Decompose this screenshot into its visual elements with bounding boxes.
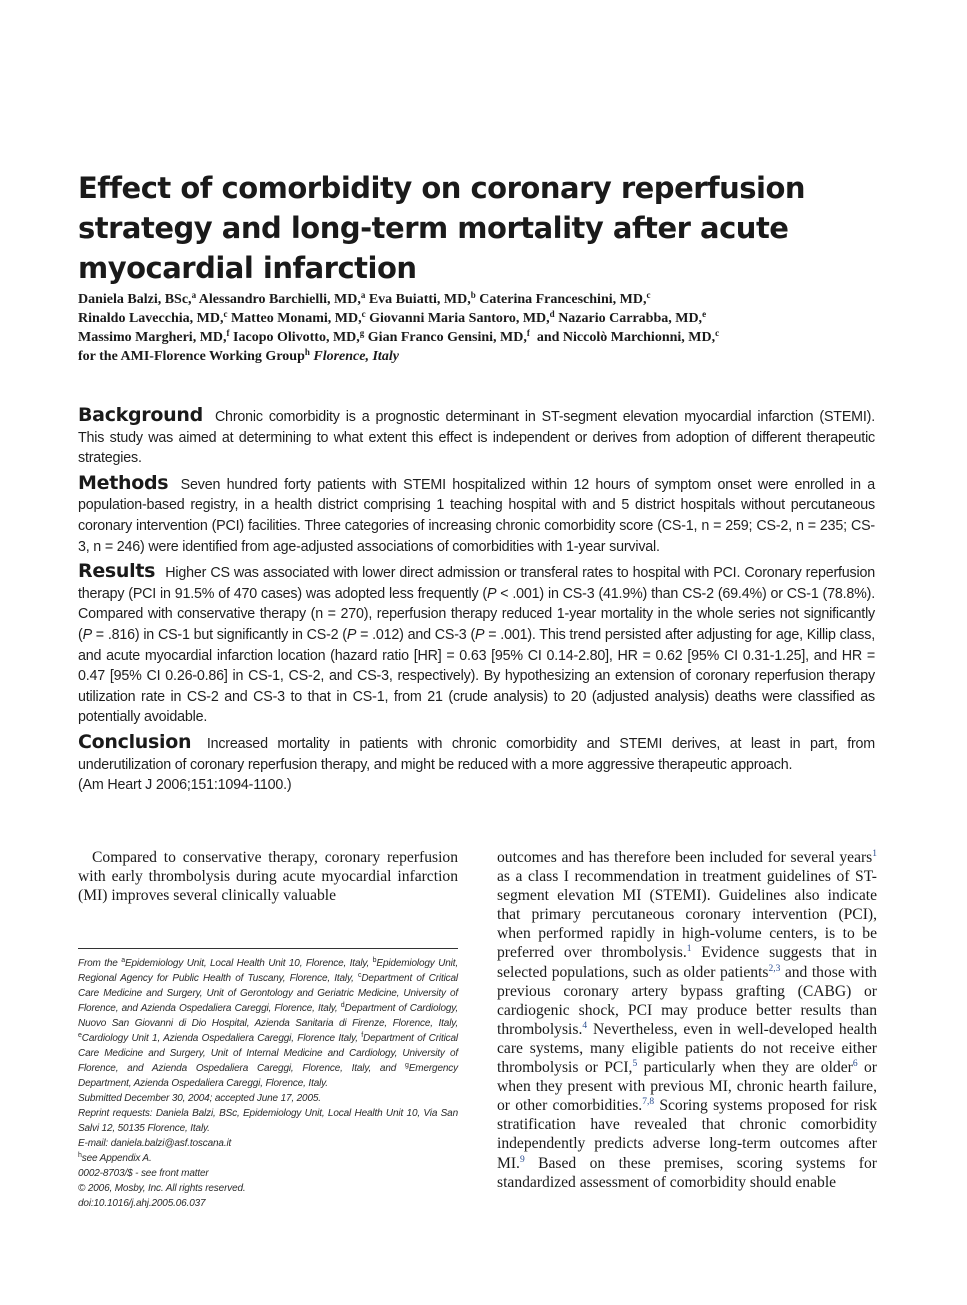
affiliations [78, 956, 458, 1091]
appendix-text: see Appendix A. [81, 1153, 152, 1164]
affiliation-mark: b [470, 290, 476, 300]
email-contact[interactable]: E-mail: daniela.balzi@asf.toscana.it [78, 1138, 232, 1149]
reprint-requests: Reprint requests: Daniela Balzi, BSc, Epidemiology Unit, Local Health Unit 10, Via San Salvi 12, 50135 Florence, Italy. [78, 1108, 458, 1134]
affiliation-mark: b [372, 957, 377, 964]
section-heading: Methods [78, 471, 169, 494]
abstract-methods [78, 473, 875, 557]
reference-link[interactable]: 1 [872, 849, 877, 859]
appendix-note [78, 1151, 458, 1166]
author-location: Florence, Italy [313, 349, 399, 364]
body-text: Evidence suggests that in selected populations, such as older patients [497, 944, 877, 981]
section-text: = .001). This trend persisted after adjusting for age, Killip class, and acute myocardial infarction location (hazard ratio [HR] = 0.63 [95% CI 0.14-2.80], HR = 0.62 [95% CI 0.31-1.25], and HR = 0.47 [95% CI 0.26-0.86] in CS-1, CS-2, and CS-3, respectively). By hypothesizing an extension of coronary reperfusion therapy utilization rate in CS-2 and CS-3 to that in CS-1, from 21 (crude analysis) to 20 (adjusted analysis) deaths were classified as potentially avoidable. [78, 626, 875, 726]
section-text: = .012) and CS-3 ( [356, 626, 476, 643]
author: Eva Buiatti, MD, [368, 292, 471, 307]
reference-link[interactable]: 6 [852, 1059, 858, 1070]
affiliation-mark: c [357, 972, 362, 979]
issn: 0002-8703/$ - see front matter [78, 1168, 209, 1179]
affiliation-mark: g [405, 1062, 409, 1069]
affiliation-mark: h [78, 1152, 82, 1159]
affiliation-mark: d [340, 1002, 345, 1009]
body-text: and those with previous coronary artery bypass grafting (CABG) or cardiogenic shock, PCI may produce better results than thrombolysis. [497, 963, 877, 1038]
doi[interactable]: doi:10.1016/j.ahj.2005.06.037 [78, 1198, 206, 1209]
affiliation-text: Department of Critical Care Medicine and Surgery, Unit of Internal Medicine and Cardiology, University of Florence, and Azienda Ospedaliera Careggi, Florence, Italy, and [78, 1033, 458, 1074]
author: Iacopo Olivotto, MD, [233, 330, 360, 345]
abstract-background [78, 405, 875, 469]
section-text: Increased mortality in patients with chronic comorbidity and STEMI derives, at least in part, from underutilization of coronary reperfusion therapy, and might be reduced with a more aggressive therapeutic approach. [78, 735, 875, 773]
affiliation-mark: c [223, 309, 228, 319]
footnotes [78, 956, 458, 1211]
affiliation-mark: g [359, 328, 365, 338]
author: Giovanni Maria Santoro, MD, [369, 311, 550, 326]
affiliation-text: Department of Cardiology, Nuovo San Giovanni di Dio Hospital, Azienda Sanitaria di Firenze, Florence, Italy, [78, 1003, 459, 1029]
abstract-results [78, 561, 875, 728]
article-title: Effect of comorbidity on coronary reperfusion strategy and long-term mortality after acute myocardial infarction [78, 171, 806, 285]
affiliation-text: Epidemiology Unit, Regional Agency for Public Health of Tuscany, Florence, Italy, [78, 958, 458, 984]
section-text: < .001) in CS-3 (41.9%) than CS-2 (69.4%) or CS-1 (78.8%). Compared with conservative therapy (n = 270), reperfusion therapy reduced 1-year mortality in the whole series not significantly ( [78, 585, 875, 643]
affiliation-text: Cardiology Unit 1, Azienda Ospedaliera Careggi, Florence Italy, [81, 1033, 362, 1044]
footnote-divider [78, 948, 458, 949]
affiliation-mark: a [121, 957, 125, 964]
affiliation-mark: e [78, 1032, 82, 1039]
author: Nazario Carrabba, MD, [558, 311, 703, 326]
body-text: as a class I recommendation in treatment guidelines of ST-segment elevation MI (STEMI). Guidelines also indicate that primary percutaneous coronary intervention (PCI), when performed rapidly in high-volume centers, is to be preferred over thrombolysis. [497, 868, 877, 962]
affiliation-mark: f [226, 328, 230, 338]
section-text: = .816) in CS-1 but significantly in CS-2 ( [91, 626, 347, 643]
section-heading: Conclusion [78, 730, 192, 753]
reference-link[interactable]: 5 [632, 1059, 638, 1070]
reference-link[interactable]: 7,8 [642, 1097, 655, 1108]
abstract-conclusion [78, 732, 875, 796]
author: Daniela Balzi, BSc, [78, 292, 192, 307]
body-text: Scoring systems proposed for risk stratification have revealed that chronic comorbidity independently predicts adverse long-term outcomes after MI. [497, 1097, 877, 1172]
abstract [78, 405, 875, 800]
author: Alessandro Barchielli, MD, [198, 292, 361, 307]
author: Massimo Margheri, MD, [78, 330, 227, 345]
author: Matteo Monami, MD, [230, 311, 362, 326]
body-text: outcomes and has therefore been included for several years [497, 849, 873, 866]
affiliation-mark: c [646, 290, 651, 300]
author-list [78, 290, 878, 366]
affiliation-mark: h [304, 347, 310, 357]
affiliation-prefix: From the [78, 958, 122, 969]
reference-link[interactable]: 4 [582, 1020, 588, 1031]
affiliation-mark: c [715, 328, 720, 338]
affiliation-mark: f [361, 1032, 364, 1039]
working-group: for the AMI-Florence Working Group [78, 349, 305, 364]
reference-link[interactable]: 9 [519, 1154, 525, 1165]
submission-dates: Submitted December 30, 2004; accepted June 17, 2005. [78, 1093, 321, 1104]
section-text: Higher CS was associated with lower direct admission or transferal rates to hospital with PCI. Coronary reperfusion therapy (PCI in 91.5% of 470 cases) was adopted less frequently ( [78, 565, 875, 602]
affiliation-text: Emergency Department, Azienda Ospedaliera Careggi, Florence, Italy. [78, 1063, 458, 1089]
body-text: Nevertheless, even in well-developed health care systems, many eligible patients do not receive either thrombolysis or PCI, [497, 1020, 877, 1077]
p-value-symbol: P [346, 626, 357, 643]
author: Rinaldo Lavecchia, MD, [78, 311, 224, 326]
copyright: © 2006, Mosby, Inc. All rights reserved. [78, 1183, 246, 1194]
p-value-symbol: P [486, 585, 497, 602]
affiliation-text: Department of Critical Care Medicine and Surgery, Unit of Gerontology and Geriatric Medicine, University of Florence, and Azienda Ospedaliera Careggi, Florence, Italy, [78, 973, 459, 1014]
body-text-right [497, 848, 877, 1192]
section-heading: Results [78, 560, 156, 583]
reference-link[interactable]: 1 [686, 944, 692, 955]
p-value-symbol: P [475, 626, 485, 643]
affiliation-mark: d [549, 309, 555, 319]
author: Gian Franco Gensini, MD, [367, 330, 527, 345]
affiliation-mark: a [360, 290, 366, 300]
author: Caterina Franceschini, MD, [479, 292, 647, 307]
affiliation-mark: a [191, 290, 197, 300]
section-text: Chronic comorbidity is a prognostic determinant in ST-segment elevation myocardial infarction (STEMI). This study was aimed at determining to what extent this effect is independent or derives from adoption of different therapeutic strategies. [78, 409, 875, 467]
author: and Niccolò Marchionni, MD, [536, 330, 716, 345]
affiliation-mark: f [526, 328, 530, 338]
body-text-left: Compared to conservative therapy, coronary reperfusion with early thrombolysis during acute myocardial infarction (MI) improves several clinically valuable [78, 849, 458, 905]
body-text: particularly when they are older [637, 1059, 853, 1077]
reference-link[interactable]: 2,3 [768, 963, 781, 974]
p-value-symbol: P [82, 626, 92, 643]
section-heading: Background [78, 404, 203, 426]
body-text: or when they present with previous MI, chronic hearth failure, or other comorbidities. [497, 1059, 877, 1115]
body-text: Based on these premises, scoring systems for standardized assessment of comorbidity should enable [497, 1154, 877, 1191]
affiliation-mark: e [702, 309, 707, 319]
journal-citation: (Am Heart J 2006;151:1094-1100.) [78, 777, 292, 794]
section-text: Seven hundred forty patients with STEMI hospitalized within 12 hours of symptom onset were enrolled in a population-based registry, in a health district comprising 1 teaching hospital with and 5 district hospitals without percutaneous coronary intervention (PCI) facilities. Three categories of increasing chronic comorbidity score (CS-1, n = 259; CS-2, n = 235; CS-3, n = 246) were identified from age-adjusted associations of comorbidities with 1-year survival. [78, 476, 875, 555]
affiliation-mark: c [361, 309, 366, 319]
affiliation-text: Epidemiology Unit, Local Health Unit 10, Florence, Italy, [124, 958, 373, 969]
